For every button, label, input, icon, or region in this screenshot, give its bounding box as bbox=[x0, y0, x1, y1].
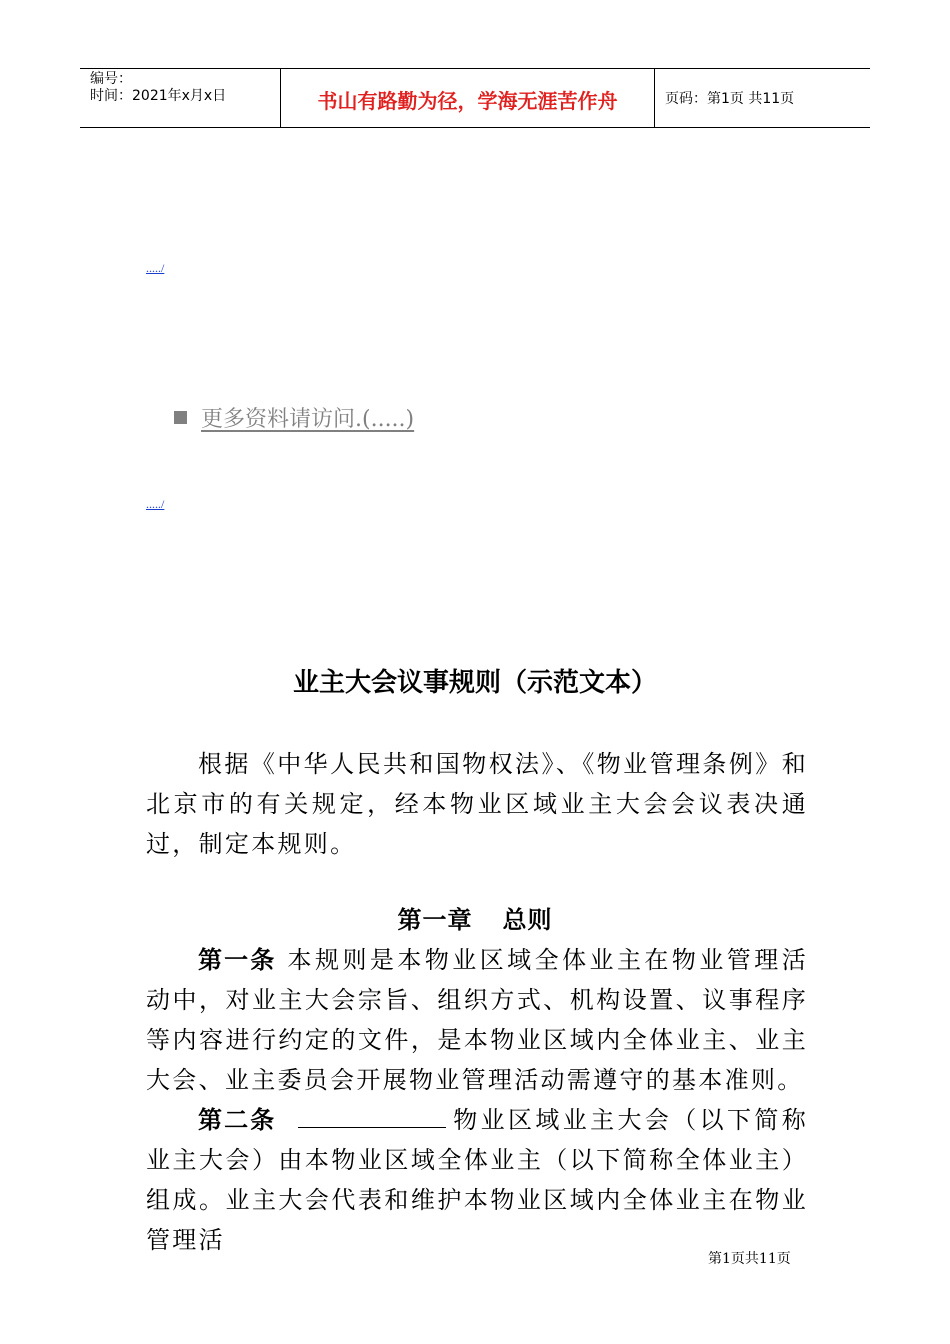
code-label: 编号： bbox=[90, 71, 132, 87]
document-title: 业主大会议事规则（示范文本） bbox=[292, 668, 657, 698]
square-bullet-icon bbox=[174, 411, 187, 424]
top-link[interactable]: ...../ bbox=[146, 261, 165, 275]
page-header bbox=[80, 68, 870, 128]
article-2-text: 物业区域业主大会（以下简称业主大会）由本物业区域全体业主（以下简称全体业主）组成。业主大会代表和维护本物业区域内全体业主在物业管理活 bbox=[146, 1106, 809, 1254]
header-motto: 书山有路勤为径，学海无涯苦作舟 bbox=[281, 69, 655, 127]
chapter-heading bbox=[0, 900, 950, 935]
article-1-text: 本规则是本物业区域全体业主在物业管理活动中，对业主大会宗旨、组织方式、机构设置、议事程序等内容进行约定的文件，是本物业区域内全体业主、业主大会、业主委员会开展物业管理活动需遵守的基本准则。 bbox=[146, 946, 808, 1094]
fill-in-blank[interactable] bbox=[298, 1105, 446, 1128]
time-label: 时间：2021年x月x日 bbox=[90, 88, 227, 104]
more-resources-line[interactable] bbox=[174, 402, 414, 433]
chapter-name: 总则 bbox=[502, 905, 553, 934]
article-1 bbox=[146, 940, 808, 1100]
more-resources-link[interactable]: 更多资料请访问.(.....) bbox=[201, 407, 415, 432]
header-page-info: 页码：第1页 共11页 bbox=[665, 91, 795, 107]
intro-paragraph: 根据《中华人民共和国物权法》、《物业管理条例》和北京市的有关规定，经本物业区域业主大会会议表决通过，制定本规则。 bbox=[146, 750, 808, 858]
article-2 bbox=[146, 1100, 808, 1260]
article-2-label: 第二条 bbox=[198, 1105, 277, 1134]
bottom-link[interactable]: ...../ bbox=[146, 497, 165, 511]
chapter-number: 第一章 bbox=[397, 905, 473, 934]
header-meta-cell bbox=[80, 69, 281, 127]
page-footer: 第1页共11页 bbox=[708, 1251, 791, 1267]
article-1-label: 第一条 bbox=[198, 945, 277, 974]
